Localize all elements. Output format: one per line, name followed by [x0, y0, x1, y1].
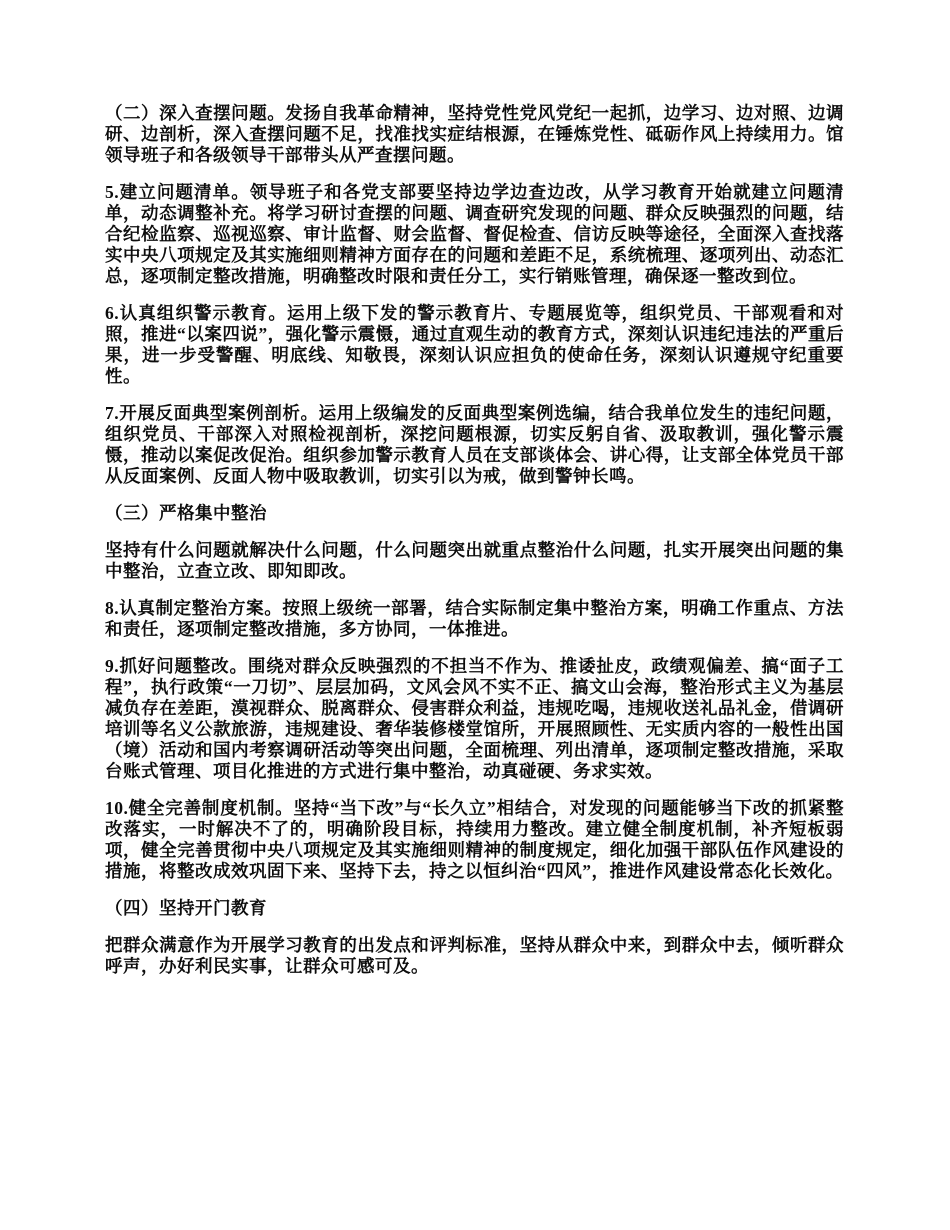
section-heading-3: （三）严格集中整治 — [105, 503, 267, 523]
doc-paragraph-item6: 6.认真组织警示教育。运用上级下发的警示教育片、专题展览等，组织党员、干部观看和对照，推进“以案四说”，强化警示震慑，通过直观生动的教育方式，深刻认识违纪违法的严重后果，进一步受警醒、明底线、知敬畏，深刻认识应担负的使命任务，深刻认识遵规守纪重要性。 — [105, 303, 844, 386]
doc-paragraph-item9: 9.抓好问题整改。围绕对群众反映强烈的不担当不作为、推诿扯皮，政绩观偏差、搞“面子工程”，执行政策“一刀切”、层层加码，文风会风不实不正、搞文山会海，整治形式主义为基层减负存在差距，漠视群众、脱离群众、侵害群众利益，违规吃喝，违规收送礼品礼金，借调研培训等名义公款旅游，违规建设、奢华装修楼堂馆所，开展照顾性、无实质内容的一般性出国（境）活动和国内考察调研活动等突出问题，全面梳理、列出清单，逐项制定整改措施，采取台账式管理、项目化推进的方式进行集中整治，动真碰硬、务求实效。 — [105, 656, 844, 781]
doc-paragraph-section2-intro: （二）深入查摆问题。发扬自我革命精神，坚持党性党风党纪一起抓，边学习、边对照、边调研、边剖析，深入查摆问题不足，找准找实症结根源，在锤炼党性、砥砺作风上持续用力。馆领导班子和各级领导干部带头从严查摆问题。 — [105, 103, 844, 165]
doc-paragraph-item8: 8.认真制定整治方案。按照上级统一部署，结合实际制定集中整治方案，明确工作重点、方法和责任，逐项制定整改措施，多方协同，一体推进。 — [105, 598, 844, 639]
doc-paragraph-section4-intro: 把群众满意作为开展学习教育的出发点和评判标准，坚持从群众中来，到群众中去，倾听群众呼声，办好利民实事，让群众可感可及。 — [105, 935, 844, 976]
section-heading-4: （四）坚持开门教育 — [105, 898, 267, 918]
doc-paragraph-item7: 7.开展反面典型案例剖析。运用上级编发的反面典型案例选编，结合我单位发生的违纪问题，组织党员、干部深入对照检视剖析，深挖问题根源，切实反躬自省、汲取教训，强化警示震慑，推动以案促改促治。组织参加警示教育人员在支部谈体会、讲心得，让支部全体党员干部从反面案例、反面人物中吸取教训，切实引以为戒，做到警钟长鸣。 — [105, 403, 844, 486]
doc-paragraph-section3-intro: 坚持有什么问题就解决什么问题，什么问题突出就重点整治什么问题，扎实开展突出问题的集中整治，立查立改、即知即改。 — [105, 540, 844, 581]
doc-paragraph-item10: 10.健全完善制度机制。坚持“当下改”与“长久立”相结合，对发现的问题能够当下改的抓紧整改落实，一时解决不了的，明确阶段目标，持续用力整改。建立健全制度机制，补齐短板弱项，健全完善贯彻中央八项规定及其实施细则精神的制度规定，细化加强干部队伍作风建设的措施，将整改成效巩固下来、坚持下去，持之以恒纠治“四风”，推进作风建设常态化长效化。 — [105, 798, 844, 881]
doc-paragraph-item5: 5.建立问题清单。领导班子和各党支部要坚持边学边查边改，从学习教育开始就建立问题清单，动态调整补充。将学习研讨查摆的问题、调查研究发现的问题、群众反映强烈的问题，结合纪检监察、巡视巡察、审计监督、财会监督、督促检查、信访反映等途径，全面深入查找落实中央八项规定及其实施细则精神方面存在的问题和差距不足，系统梳理、逐项列出、动态汇总，逐项制定整改措施，明确整改时限和责任分工，实行销账管理，确保逐一整改到位。 — [105, 182, 844, 286]
